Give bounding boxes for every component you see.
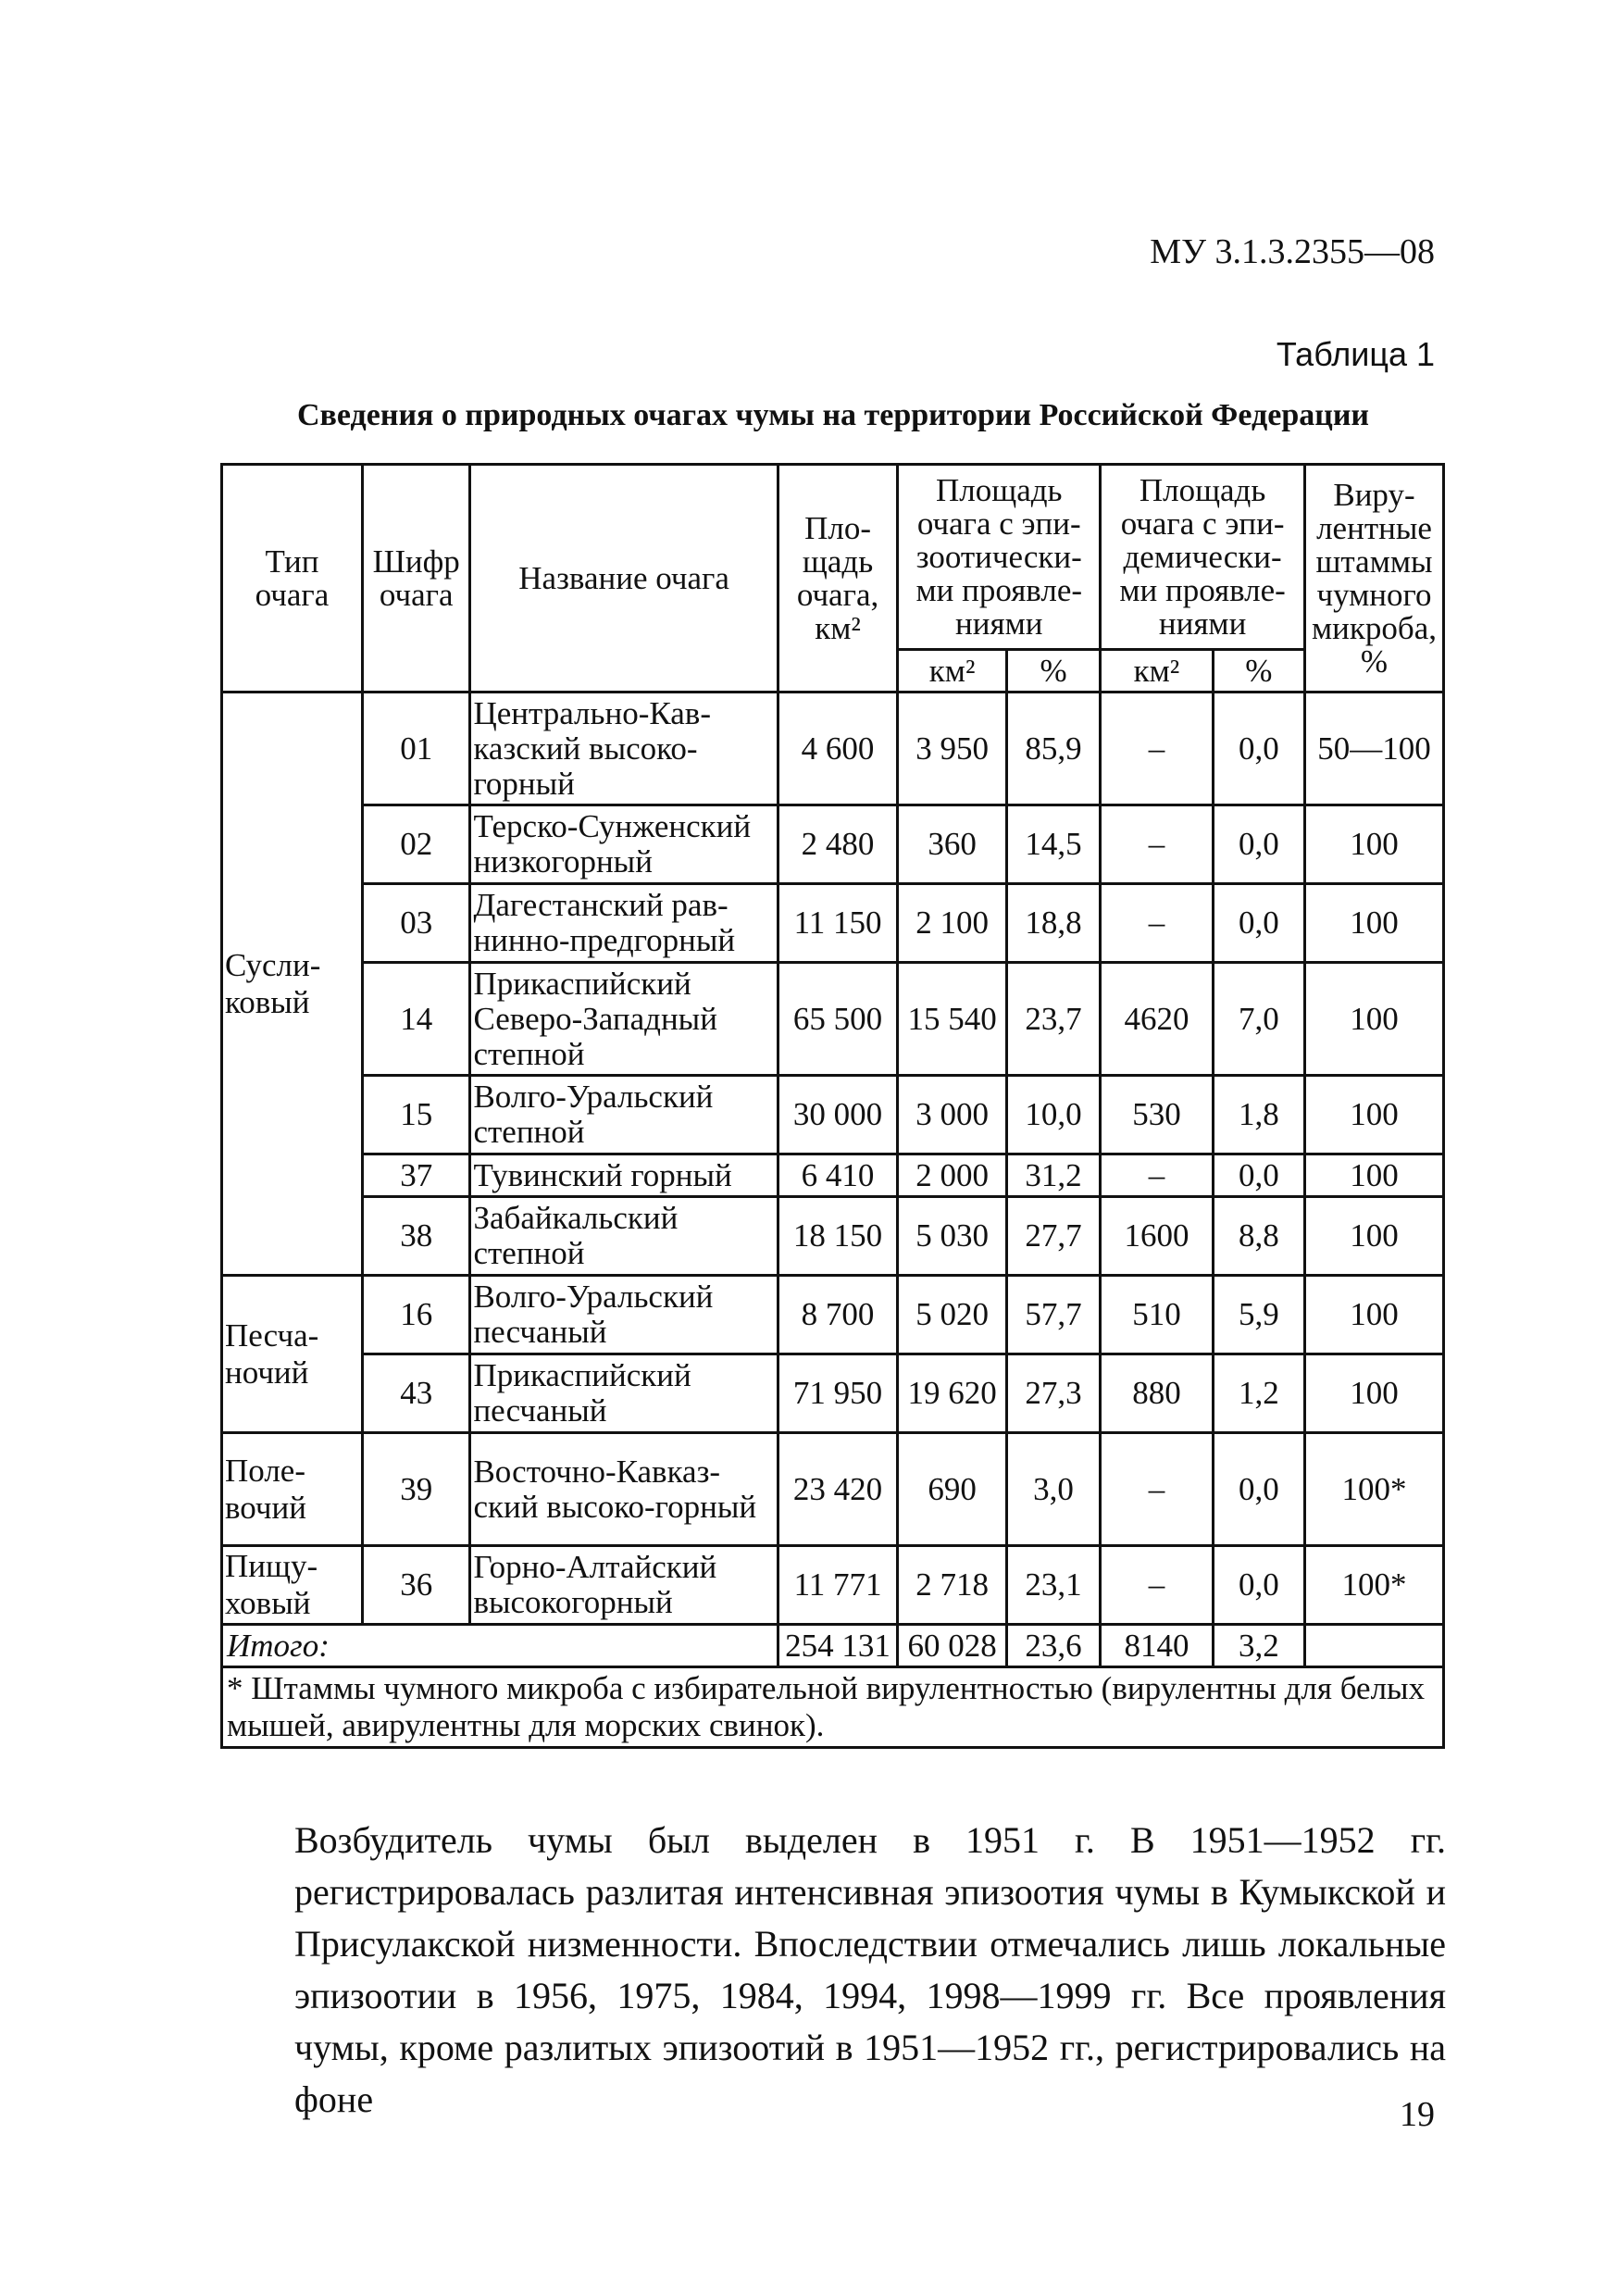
focus-type: Поле-вочий bbox=[222, 1433, 363, 1546]
total-label: Итого: bbox=[222, 1625, 778, 1667]
virulent-pct: 100 bbox=[1305, 1276, 1444, 1354]
epizootic-km2: 5 020 bbox=[898, 1276, 1007, 1354]
virulent-pct: 100 bbox=[1305, 1354, 1444, 1433]
table-row bbox=[222, 1197, 1444, 1276]
focus-area: 30 000 bbox=[778, 1076, 898, 1154]
focus-area: 4 600 bbox=[778, 693, 898, 805]
focus-area: 8 700 bbox=[778, 1276, 898, 1354]
epidemic-km2: – bbox=[1101, 693, 1214, 805]
epizootic-km2: 5 030 bbox=[898, 1197, 1007, 1276]
focus-code: 37 bbox=[362, 1154, 470, 1197]
epidemic-pct: 0,0 bbox=[1213, 805, 1304, 884]
focus-code: 36 bbox=[362, 1546, 470, 1625]
virulent-pct: 100 bbox=[1305, 1076, 1444, 1154]
focus-code: 02 bbox=[362, 805, 470, 884]
table-title: Сведения о природных очагах чумы на территории Российской Федерации bbox=[297, 398, 1369, 432]
epidemic-pct: 0,0 bbox=[1213, 693, 1304, 805]
footnote-row bbox=[222, 1667, 1444, 1748]
virulent-pct: 100 bbox=[1305, 963, 1444, 1076]
total-virulent-empty bbox=[1305, 1625, 1444, 1667]
focus-area: 71 950 bbox=[778, 1354, 898, 1433]
focus-area: 11 771 bbox=[778, 1546, 898, 1625]
epidemic-km2: – bbox=[1101, 884, 1214, 963]
focus-name: Тувинский горный bbox=[470, 1154, 778, 1197]
page-number: 19 bbox=[1400, 2095, 1435, 2134]
header-epidemic-km2: км² bbox=[1101, 650, 1214, 693]
focus-name: Горно-Алтайский высокогорный bbox=[470, 1546, 778, 1625]
epizootic-pct: 27,7 bbox=[1006, 1197, 1100, 1276]
header-epidemic-area: Площадь очага с эпи-демически-ми проявле-ниями bbox=[1101, 465, 1305, 650]
table-label: Таблица 1 bbox=[1276, 335, 1435, 373]
epizootic-km2: 2 718 bbox=[898, 1546, 1007, 1625]
focus-name: Волго-Уральский песчаный bbox=[470, 1276, 778, 1354]
focus-name: Терско-Сунженский низкогорный bbox=[470, 805, 778, 884]
epidemic-pct: 0,0 bbox=[1213, 1154, 1304, 1197]
total-epidemic-pct: 3,2 bbox=[1213, 1625, 1304, 1667]
epizootic-pct: 3,0 bbox=[1006, 1433, 1100, 1546]
virulent-pct: 100 bbox=[1305, 805, 1444, 884]
focus-type: Песча-ночий bbox=[222, 1276, 363, 1433]
epizootic-km2: 19 620 bbox=[898, 1354, 1007, 1433]
epizootic-pct: 85,9 bbox=[1006, 693, 1100, 805]
table-row bbox=[222, 884, 1444, 963]
epizootic-km2: 690 bbox=[898, 1433, 1007, 1546]
table-row bbox=[222, 1276, 1444, 1354]
total-epizootic-km2: 60 028 bbox=[898, 1625, 1007, 1667]
focus-name: Центрально-Кав-казский высоко-горный bbox=[470, 693, 778, 805]
focus-code: 01 bbox=[362, 693, 470, 805]
epizootic-km2: 3 000 bbox=[898, 1076, 1007, 1154]
focus-name: Восточно-Кавказ-ский высоко-горный bbox=[470, 1433, 778, 1546]
epidemic-km2: – bbox=[1101, 1433, 1214, 1546]
epizootic-pct: 23,7 bbox=[1006, 963, 1100, 1076]
epizootic-km2: 2 100 bbox=[898, 884, 1007, 963]
epidemic-pct: 1,2 bbox=[1213, 1354, 1304, 1433]
virulent-pct: 50—100 bbox=[1305, 693, 1444, 805]
header-area: Пло-щадь очага, км² bbox=[778, 465, 898, 693]
focus-code: 39 bbox=[362, 1433, 470, 1546]
header-epizootic-area: Площадь очага с эпи-зоотически-ми проявле-ниями bbox=[898, 465, 1101, 650]
focus-area: 23 420 bbox=[778, 1433, 898, 1546]
table-row bbox=[222, 1546, 1444, 1625]
focus-code: 16 bbox=[362, 1276, 470, 1354]
epidemic-pct: 0,0 bbox=[1213, 1433, 1304, 1546]
table-row bbox=[222, 693, 1444, 805]
focus-name: Забайкальский степной bbox=[470, 1197, 778, 1276]
focus-name: Прикаспийский песчаный bbox=[470, 1354, 778, 1433]
epidemic-pct: 0,0 bbox=[1213, 1546, 1304, 1625]
focus-name: Волго-Уральский степной bbox=[470, 1076, 778, 1154]
epidemic-km2: 4620 bbox=[1101, 963, 1214, 1076]
header-epidemic-pct: % bbox=[1213, 650, 1304, 693]
total-epidemic-km2: 8140 bbox=[1101, 1625, 1214, 1667]
epizootic-pct: 23,1 bbox=[1006, 1546, 1100, 1625]
focus-code: 14 bbox=[362, 963, 470, 1076]
epidemic-km2: – bbox=[1101, 1154, 1214, 1197]
document-code: МУ 3.1.3.2355—08 bbox=[1150, 232, 1435, 271]
table-row bbox=[222, 1433, 1444, 1546]
epizootic-pct: 18,8 bbox=[1006, 884, 1100, 963]
focus-type: Сусли-ковый bbox=[222, 693, 363, 1276]
focus-code: 15 bbox=[362, 1076, 470, 1154]
virulent-pct: 100 bbox=[1305, 1154, 1444, 1197]
focus-code: 38 bbox=[362, 1197, 470, 1276]
focus-code: 03 bbox=[362, 884, 470, 963]
table-row bbox=[222, 805, 1444, 884]
focus-name: Дагестанский рав-нинно-предгорный bbox=[470, 884, 778, 963]
virulent-pct: 100 bbox=[1305, 884, 1444, 963]
epizootic-km2: 2 000 bbox=[898, 1154, 1007, 1197]
table-row bbox=[222, 963, 1444, 1076]
epidemic-pct: 7,0 bbox=[1213, 963, 1304, 1076]
epizootic-km2: 360 bbox=[898, 805, 1007, 884]
focus-area: 18 150 bbox=[778, 1197, 898, 1276]
epizootic-pct: 57,7 bbox=[1006, 1276, 1100, 1354]
header-epizootic-km2: км² bbox=[898, 650, 1007, 693]
epidemic-km2: 880 bbox=[1101, 1354, 1214, 1433]
epidemic-km2: 1600 bbox=[1101, 1197, 1214, 1276]
table-footnote: * Штаммы чумного микроба с избирательной вирулентностью (вирулентны для белых мышей, авирулентны для морских свинок). bbox=[222, 1667, 1444, 1748]
focus-area: 65 500 bbox=[778, 963, 898, 1076]
epizootic-pct: 31,2 bbox=[1006, 1154, 1100, 1197]
header-code: Шифр очага bbox=[362, 465, 470, 693]
epidemic-km2: – bbox=[1101, 805, 1214, 884]
focus-area: 2 480 bbox=[778, 805, 898, 884]
plague-foci-table bbox=[220, 463, 1445, 1749]
total-row bbox=[222, 1625, 1444, 1667]
total-epizootic-pct: 23,6 bbox=[1006, 1625, 1100, 1667]
virulent-pct: 100* bbox=[1305, 1433, 1444, 1546]
epidemic-pct: 5,9 bbox=[1213, 1276, 1304, 1354]
epizootic-pct: 10,0 bbox=[1006, 1076, 1100, 1154]
body-paragraph-text: Возбудитель чумы был выделен в 1951 г. В 1951—1952 гг. регистрировалась разлитая интенсивная эпизоотия чумы в Кумыкской и Присулакской низменности. Впоследствии отмечались лишь локальные эпизоотии в 1956, 1975, 1984, 1994, 1998—1999 гг. Все проявления чумы, кроме разлитых эпизоотий в 1951—1952 гг., регистрировались на фоне bbox=[294, 1819, 1446, 2120]
header-virulent-strains: Виру-лентные штаммы чумного микроба, % bbox=[1305, 465, 1444, 693]
epidemic-km2: 510 bbox=[1101, 1276, 1214, 1354]
focus-code: 43 bbox=[362, 1354, 470, 1433]
focus-name: Прикаспийский Северо-Западный степной bbox=[470, 963, 778, 1076]
header-epizootic-pct: % bbox=[1006, 650, 1100, 693]
epizootic-pct: 27,3 bbox=[1006, 1354, 1100, 1433]
body-paragraph bbox=[294, 1815, 1446, 2126]
epidemic-pct: 0,0 bbox=[1213, 884, 1304, 963]
epizootic-pct: 14,5 bbox=[1006, 805, 1100, 884]
table-row bbox=[222, 1354, 1444, 1433]
focus-type: Пищу-ховый bbox=[222, 1546, 363, 1625]
header-type: Тип очага bbox=[222, 465, 363, 693]
focus-area: 6 410 bbox=[778, 1154, 898, 1197]
epidemic-pct: 8,8 bbox=[1213, 1197, 1304, 1276]
virulent-pct: 100 bbox=[1305, 1197, 1444, 1276]
virulent-pct: 100* bbox=[1305, 1546, 1444, 1625]
total-area: 254 131 bbox=[778, 1625, 898, 1667]
focus-area: 11 150 bbox=[778, 884, 898, 963]
table-row bbox=[222, 1076, 1444, 1154]
epidemic-km2: – bbox=[1101, 1546, 1214, 1625]
epizootic-km2: 3 950 bbox=[898, 693, 1007, 805]
epizootic-km2: 15 540 bbox=[898, 963, 1007, 1076]
table-row bbox=[222, 1154, 1444, 1197]
epidemic-km2: 530 bbox=[1101, 1076, 1214, 1154]
header-name: Название очага bbox=[470, 465, 778, 693]
epidemic-pct: 1,8 bbox=[1213, 1076, 1304, 1154]
